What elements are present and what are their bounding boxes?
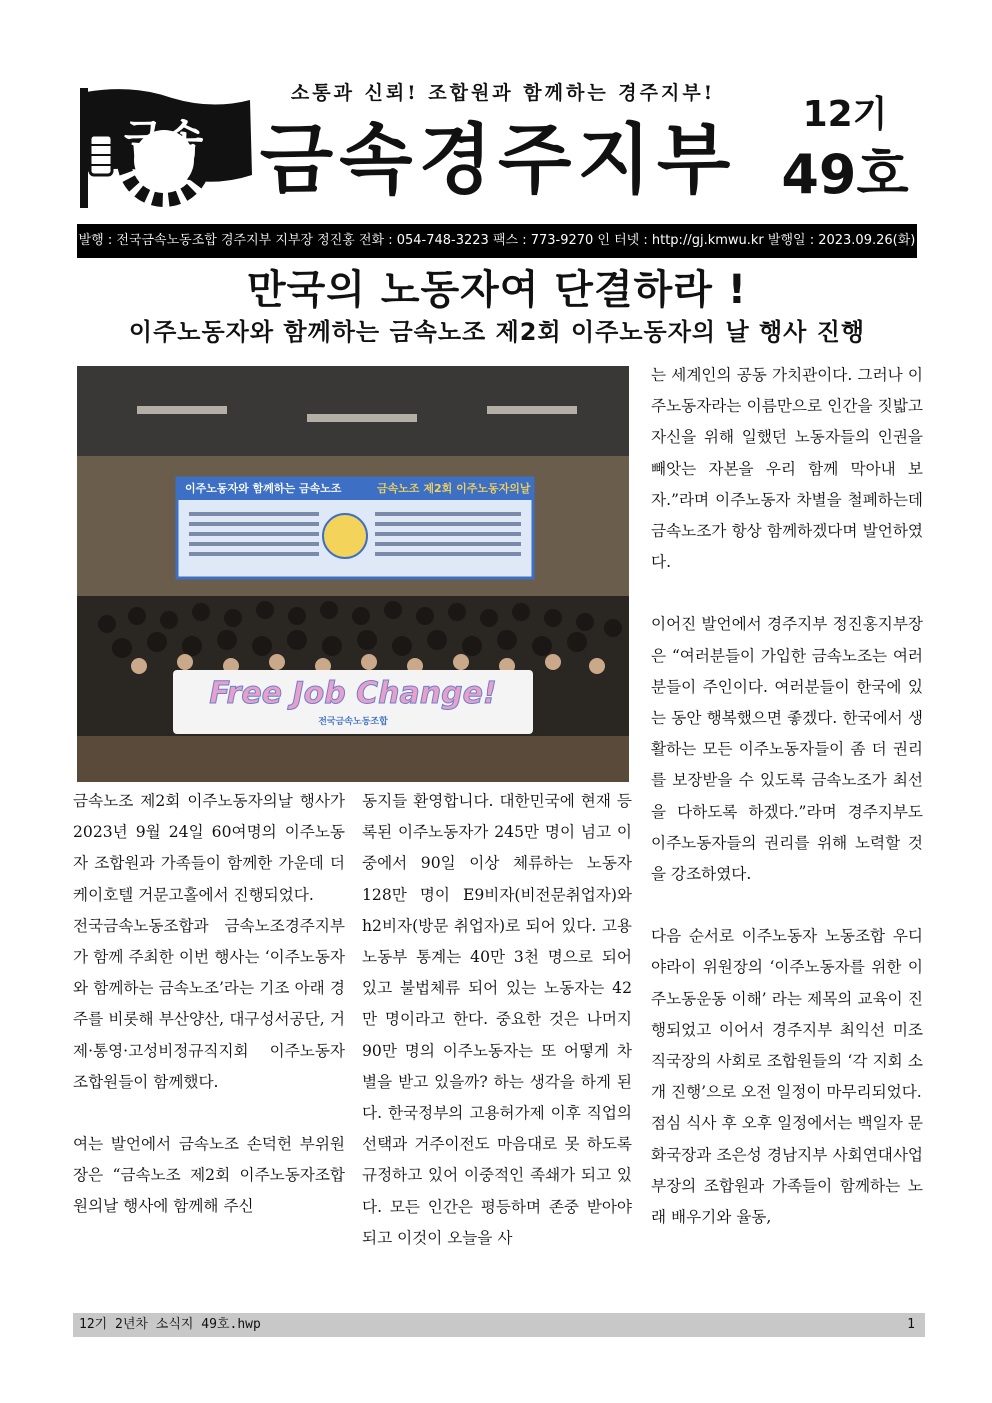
article-column-2	[362, 786, 632, 1254]
newsletter-title: 금속경주지부	[259, 115, 737, 204]
banner-left-text: 이주노동자와 함께하는 금속노조	[185, 482, 342, 495]
article-column-3	[651, 360, 923, 1233]
banner-right-text: 금속노조 제2회 이주노동자의날	[377, 482, 531, 495]
paragraph: 다음 순서로 이주노동자 노동조합 우디야라이 위원장의 ‘이주노동자를 위한 이주노동운동 이해’ 라는 제목의 교육이 진행되었고 이어서 경주지부 최익선 미조직국장의 사회로 조합원들의 ‘각 지회 소개 진행’으로 오전 일정이 마무리되었다.	[651, 927, 923, 1102]
slogan: 소통과 신뢰! 조합원과 함께하는 경주지부!	[290, 82, 716, 104]
file-name: 12기 2년차 소식지 49호.hwp	[79, 1317, 261, 1332]
paragraph: 동지들 환영합니다. 대한민국에 현재 등록된 이주노동자가 245만 명이 넘고 이 중에서 90일 이상 체류하는 노동자 128만 명이 E9비자(비전문취업자)와 h2비자(방문 취업자)로 되어 있다. 고용노동부 통계는 40만 3천 명으로 되어 있고 불법체류 되어 있는 노동자는 42만 명이라고 한다. 중요한 것은 나머지 90만 명의 이주노동자는 또 어떻게 차별을 받고 있을까? 하는 생각을 하게 된다. 한국정부의 고용허가제 이후 직업의 선택과 거주이전도 마음대로 못 하도록 규정하고 있어 이중적인 족쇄가 되고 있다. 모든 인간은 평등하며 존중 받아야 되고 이것이 오늘을 사	[362, 792, 632, 1247]
subheadline: 이주노동자와 함께하는 금속노조 제2회 이주노동자의 날 행사 진행	[128, 318, 866, 346]
publisher-info-bar: 발행 : 전국금속노동조합 경주지부 지부장 정진홍 전화 : 054-748-3223 팩스 : 773-9270 인 터넷 : http://gj.kmwu.kr 발행일 : 2023.09.26(화)	[77, 224, 917, 258]
issue-term: 12기	[802, 94, 888, 135]
page-number: 1	[907, 1317, 915, 1332]
headline: 만국의 노동자여 단결하라 !	[246, 267, 748, 313]
event-photo	[77, 366, 629, 782]
paragraph: 전국금속노동조합과 금속노조경주지부가 함께 주최한 이번 행사는 ‘이주노동자와 함께하는 금속노조’라는 기조 아래 경주를 비롯해 부산양산, 대구성서공단, 거제·통영·고성비정규직지회 이주노동자 조합원들이 함께했다.	[73, 916, 345, 1091]
logo-text: 금속	[124, 117, 206, 163]
union-logo	[72, 80, 262, 215]
article-column-1	[73, 786, 345, 1223]
paragraph: 는 세계인의 공동 가치관이다. 그러나 이주노동자라는 이름만으로 인간을 짓밟고 자신을 위해 일했던 노동자들의 인권을 빼앗는 자본을 우리 함께 막아내 보자.”라며 이주노동자 차별을 철폐하는데 금속노조가 항상 함께하겠다며 발언하였다.	[651, 366, 923, 572]
page-footer	[73, 1313, 925, 1337]
paragraph: 여는 발언에서 금속노조 손덕헌 부위원장은 “금속노조 제2회 이주노동자조합원의날 행사에 함께해 주신	[73, 1135, 345, 1216]
sign-text: Free Job Change!	[209, 676, 497, 711]
paragraph: 금속노조 제2회 이주노동자의날 행사가 2023년 9월 24일 60여명의 이주노동자 조합원과 가족들이 함께한 가운데 더케이호텔 거문고홀에서 진행되었다.	[73, 792, 345, 904]
issue-number: 49호	[781, 143, 909, 206]
paragraph: 이어진 발언에서 경주지부 정진홍지부장은 “여러분들이 가입한 금속노조는 여러분들이 주인이다. 여러분들이 한국에 있는 동안 행복했으면 좋겠다. 한국에서 생활하는 모든 이주노동자들이 좀 더 권리를 보장받을 수 있도록 금속노조가 최선을 다하도록 하겠다.”라며 경주지부도 이주노동자들의 권리를 위해 노력할 것을 강조하였다.	[651, 615, 923, 884]
sign-subtext: 전국금속노동조합	[318, 717, 388, 727]
free-job-change-sign	[173, 670, 533, 734]
paragraph: 점심 식사 후 오후 일정에서는 백일자 문화국장과 조은성 경남지부 사회연대사업부장의 조합원과 가족들이 함께하는 노래 배우기와 율동,	[651, 1114, 923, 1227]
